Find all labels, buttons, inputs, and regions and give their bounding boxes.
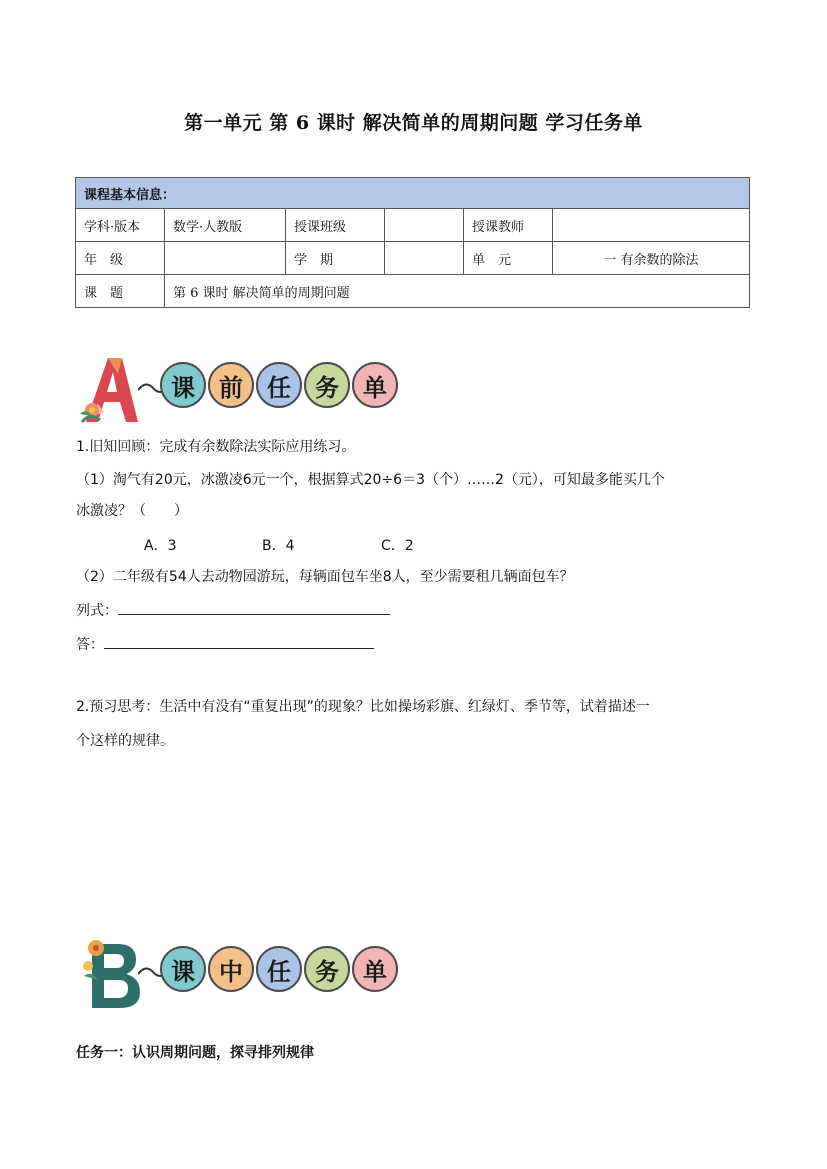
banner-char-dan: 单 — [352, 946, 398, 992]
page-title: 第一单元 第 6 课时 解决简单的周期问题 学习任务单 — [184, 112, 643, 134]
table-header: 课程基本信息： — [76, 178, 750, 209]
banner-char-zhong: 中 — [208, 946, 254, 992]
label-grade: 年 级 — [76, 242, 165, 275]
banner-char-wu: 务 — [304, 946, 350, 992]
banner-char-ke: 课 — [160, 362, 206, 408]
question-2-line1: 2.预习思考：生活中有没有“重复出现”的现象？比如操场彩旗、红绿灯、季节等，试着描述一 — [76, 699, 650, 715]
label-lesson: 课 题 — [76, 275, 165, 308]
value-semester — [385, 242, 464, 275]
label-class: 授课班级 — [286, 209, 385, 242]
value-unit: 一 有余数的除法 — [553, 242, 750, 275]
question-1-1-line2: 冰激凌？（ ） — [76, 503, 188, 519]
course-info-table — [75, 177, 750, 308]
banner-b-circles — [160, 946, 400, 992]
question-1-title: 1.旧知回顾：完成有余数除法实际应用练习。 — [76, 439, 356, 455]
value-grade — [165, 242, 286, 275]
label-semester: 学 期 — [286, 242, 385, 275]
label-subject-version: 学科·版本 — [76, 209, 165, 242]
formula-line — [76, 600, 390, 621]
answer-label: 答： — [76, 637, 104, 653]
banner-char-ke: 课 — [160, 946, 206, 992]
value-subject-version: 数学·人教版 — [165, 209, 286, 242]
answer-blank[interactable] — [104, 634, 374, 649]
banner-char-wu: 务 — [304, 362, 350, 408]
banner-char-dan: 单 — [352, 362, 398, 408]
banner-char-qian: 前 — [208, 362, 254, 408]
label-unit: 单 元 — [464, 242, 553, 275]
banner-a-circles — [160, 362, 400, 408]
banner-char-ren: 任 — [256, 946, 302, 992]
banner-char-ren: 任 — [256, 362, 302, 408]
label-teacher: 授课教师 — [464, 209, 553, 242]
choice-a: A．3 — [144, 538, 177, 554]
choice-b: B．4 — [262, 538, 295, 554]
task-1-title: 任务一：认识周期问题，探寻排列规律 — [76, 1045, 314, 1061]
value-teacher — [553, 209, 750, 242]
formula-blank[interactable] — [118, 600, 390, 615]
question-1-2: （2）二年级有54人去动物园游玩，每辆面包车坐8人，至少需要租几辆面包车？ — [76, 569, 574, 585]
value-lesson: 第 6 课时 解决简单的周期问题 — [165, 275, 750, 308]
answer-line — [76, 634, 374, 655]
value-class — [385, 209, 464, 242]
question-1-1-line1: （1）淘气有20元，冰激凌6元一个，根据算式20÷6＝3（个）……2（元），可知最多能买几个 — [76, 472, 665, 488]
choice-c: C．2 — [381, 538, 414, 554]
question-2-line2: 个这样的规律。 — [76, 733, 174, 749]
formula-label: 列式： — [76, 603, 118, 619]
